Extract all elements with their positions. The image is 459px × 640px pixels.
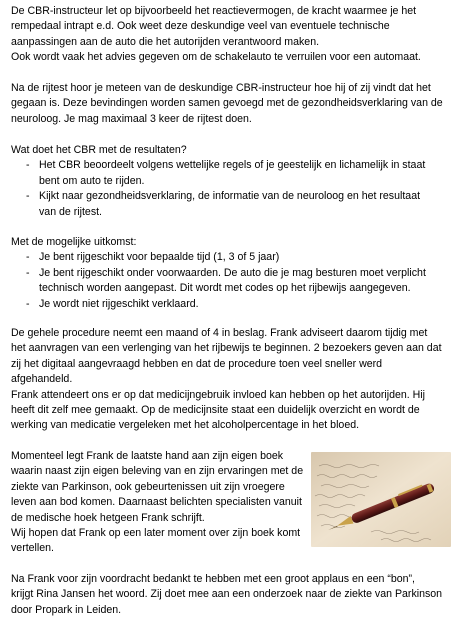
text-line: Momenteel legt Frank de laatste hand aan zijn eigen boek: [11, 450, 284, 462]
fountain-pen-photo: [311, 452, 451, 547]
text-line: technisch worden aangepast. Dit wordt met codes op het rijbewijs aangegeven.: [39, 282, 411, 295]
text-line: aanpassingen aan de auto die het autorijden verantwoord maken.: [11, 35, 320, 48]
list-item: [11, 250, 426, 265]
paragraph-procedure: [11, 326, 442, 434]
list-item: [11, 266, 426, 297]
paragraph-closing: [11, 572, 442, 618]
text-line: - Je bent rijgeschikt onder voorwaarden. De auto die je mag besturen moet verplicht: [39, 266, 426, 279]
outcomes-list: [11, 250, 426, 312]
text-line: - Het CBR beoordeelt volgens wettelijke regels of je geestelijk en lichamelijk in staat: [39, 159, 426, 172]
paragraph-driving-test: [11, 81, 443, 127]
text-line: waarin naast zijn eigen beleving van en zijn ervaringen met de: [11, 465, 304, 478]
text-line: - Je bent rijgeschikt voor bepaalde tijd (1, 3 of 5 jaar): [39, 251, 280, 264]
text-line: bent om auto te rijden.: [39, 174, 145, 187]
text-line: rempedaal intrapt e.d. Ook weet deze deskundige veel van eventuele technische: [11, 20, 390, 33]
list-item: [11, 297, 426, 312]
text-line: - Je wordt niet rijgeschikt verklaard.: [39, 297, 199, 310]
text-line: afgehandeld.: [11, 373, 73, 386]
text-line: Ook wordt vaak het advies gegeven om de schakelauto te verruilen voor een automaat.: [11, 51, 421, 64]
list-item: [11, 189, 425, 220]
text-line: neuroloog. Je mag maximaal 3 keer de rijtest doen.: [11, 112, 252, 125]
text-line: De CBR-instructeur let op bijvoorbeeld het reactievermogen, de kracht waarmee je het: [11, 5, 417, 17]
text-line: Na de rijtest hoor je meteen van de deskundige CBR-instructeur hoe hij of zij vindt dat het: [11, 82, 431, 94]
text-line: krijgt Rina Jansen het woord. Zij doet mee aan een onderzoek naar de ziekte van Parkinson: [11, 588, 443, 601]
text-line: zij het digitaal aangevraagd hebben en dat de procedure toen veel sneller werd: [11, 357, 383, 370]
text-line: leven aan bod komen. Daarnaast belichten specialisten vanuit: [11, 496, 302, 509]
text-line: werking van medicatie vergeleken met het alcoholpercentage in het bloed.: [11, 419, 360, 432]
text-line: vertellen.: [11, 542, 54, 555]
text-line: door Propark in Leiden.: [11, 603, 122, 616]
section-heading: Met de mogelijke uitkomst:: [11, 236, 137, 248]
paragraph-cbr-instructor: [11, 4, 421, 66]
text-line: - Kijkt naar gezondheidsverklaring, de informatie van de neuroloog en het resultaat: [39, 190, 421, 203]
results-list: [11, 158, 425, 220]
paragraph-book: [11, 449, 303, 557]
section-outcomes: [11, 235, 426, 312]
section-heading: Wat doet het CBR met de resultaten?: [11, 144, 187, 156]
text-line: van de rijtest.: [39, 205, 103, 218]
section-results: [11, 143, 425, 220]
text-line: Frank attendeert ons er op dat medicijngebruik invloed kan hebben op het autorijden. Hij: [11, 388, 426, 401]
text-line: ziekte van Parkinson, ook gebeurtenissen uit zijn vroegere: [11, 480, 285, 493]
text-line: De gehele procedure neemt een maand of 4 in beslag. Frank adviseert daarom tijdig met: [11, 327, 428, 339]
text-line: Wij hopen dat Frank op een later moment over zijn boek komt: [11, 527, 301, 540]
text-line: heeft dit zelf mee gemaakt. Op de medicijnsite staat een duidelijk overzicht en wordt de: [11, 404, 420, 417]
text-line: het aanvragen van een verlenging van het rijbewijs te beginnen. 2 bezoekers geven aan dat: [11, 342, 442, 355]
text-line: de medische hoek hetgeen Frank schrijft.: [11, 511, 205, 524]
fountain-pen-illustration: [311, 452, 451, 547]
text-line: gegaan is. Deze bevindingen worden samen gevoegd met de gezondheidsverklaring van de: [11, 97, 443, 110]
list-item: [11, 158, 425, 189]
text-line: Na Frank voor zijn voordracht bedankt te hebben met een groot applaus en een “bon”,: [11, 573, 415, 585]
